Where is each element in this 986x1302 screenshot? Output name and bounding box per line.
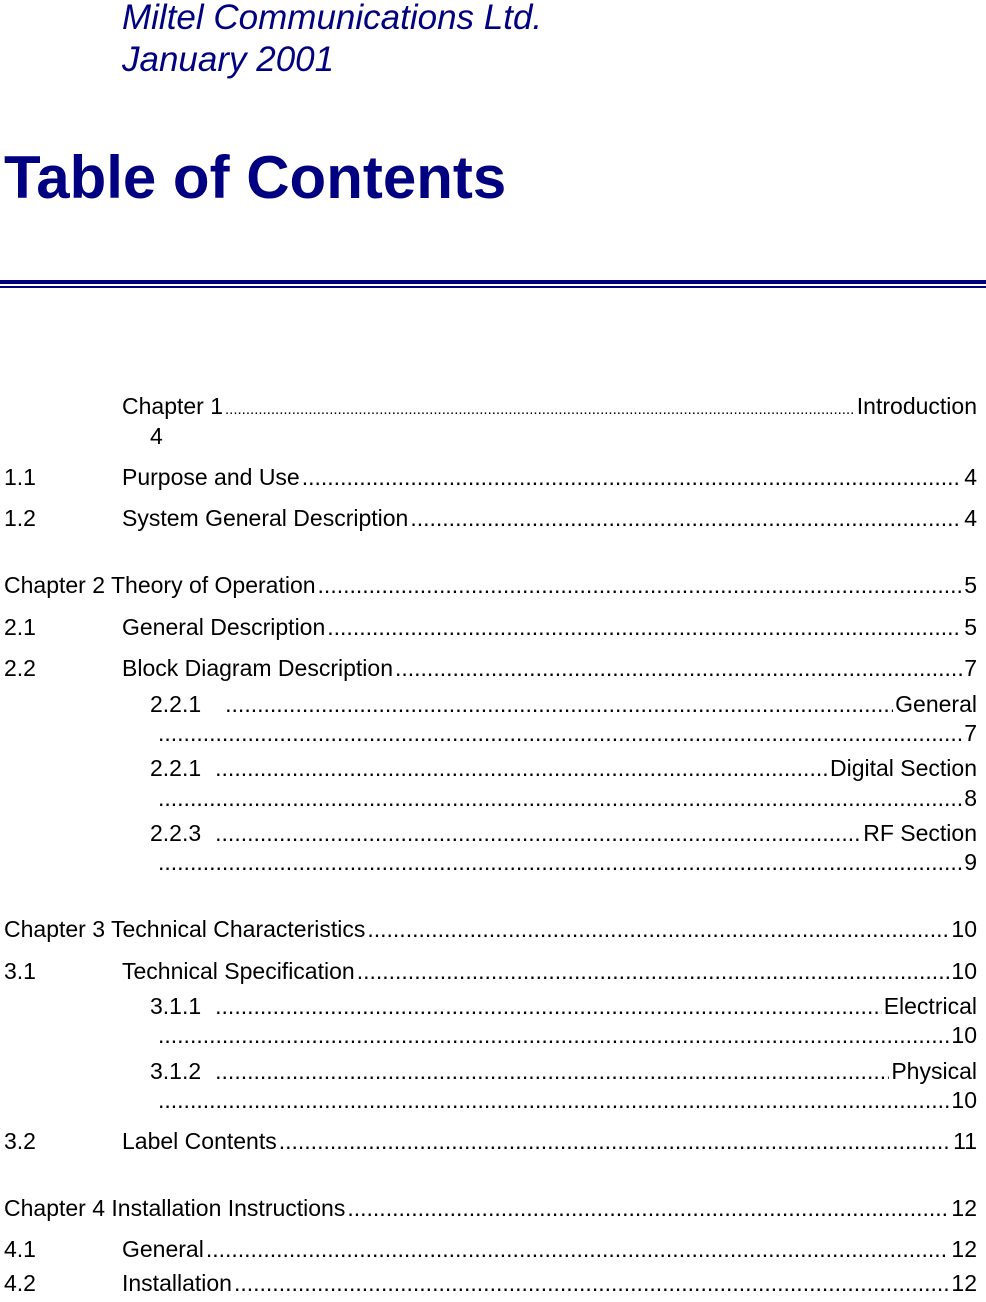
toc-section-number: 2.2 xyxy=(4,657,36,681)
toc-page-number: 7 xyxy=(964,722,977,746)
toc-page-number: 12 xyxy=(951,1238,977,1262)
toc-entry-chapter-2[interactable] xyxy=(4,574,977,602)
toc-section-number: 2.2.1 xyxy=(150,693,202,717)
toc-leader xyxy=(215,757,828,780)
toc-entry-2-2-1-general[interactable] xyxy=(150,693,977,721)
toc-entry-chapter-1[interactable] xyxy=(122,395,977,423)
toc-page-number: 8 xyxy=(964,787,977,811)
toc-entry-title: Introduction xyxy=(856,395,977,419)
toc-section-number: 2.2.3 xyxy=(150,822,202,846)
toc-leader xyxy=(234,1272,949,1295)
toc-entry-4-1[interactable] xyxy=(4,1238,977,1266)
toc-leader xyxy=(158,722,962,745)
toc-leader xyxy=(279,1130,951,1153)
toc-leader xyxy=(318,574,963,597)
page-title: Table of Contents xyxy=(4,144,507,211)
toc-leader xyxy=(158,1089,949,1112)
toc-leader xyxy=(395,657,962,680)
toc-section-number: 3.1.1 xyxy=(150,995,202,1019)
toc-section-number: 1.1 xyxy=(4,466,36,490)
toc-chapter-label: Chapter 2 Theory of Operation xyxy=(4,574,316,598)
toc-section-number: 4.2 xyxy=(4,1272,36,1296)
toc-page-number: 10 xyxy=(951,1089,977,1113)
toc-section-number: 3.1.2 xyxy=(150,1060,202,1084)
toc-entry-2-2-1-digital-page xyxy=(158,787,977,815)
toc-leader xyxy=(225,402,855,417)
toc-section-number: 2.1 xyxy=(4,616,36,640)
toc-entry-title: Installation xyxy=(122,1272,232,1296)
toc-entry-2-1[interactable] xyxy=(4,616,977,644)
title-rule-thick xyxy=(0,280,986,284)
toc-leader xyxy=(206,1238,950,1261)
toc-entry-3-2[interactable] xyxy=(4,1130,977,1158)
toc-entry-3-1-2-page xyxy=(158,1089,977,1117)
toc-leader xyxy=(158,787,962,810)
toc-entry-title: Technical Specification xyxy=(122,960,355,984)
toc-leader xyxy=(215,822,861,845)
toc-entry-title: Digital Section xyxy=(829,757,977,781)
toc-chapter-label: Chapter 3 Technical Characteristics xyxy=(4,918,366,942)
document-date: January 2001 xyxy=(122,40,335,79)
toc-page-number: 7 xyxy=(964,657,977,681)
toc-entry-2-2[interactable] xyxy=(4,657,977,685)
toc-entry-2-2-3[interactable] xyxy=(150,822,977,850)
toc-leader xyxy=(367,918,949,941)
toc-chapter-label: Chapter 1 xyxy=(122,395,224,419)
toc-entry-title: General Description xyxy=(122,616,326,640)
toc-page-number: 4 xyxy=(964,507,977,531)
toc-page-number: 12 xyxy=(951,1272,977,1296)
toc-leader xyxy=(158,851,962,874)
toc-entry-3-1[interactable] xyxy=(4,960,977,988)
toc-page-number: 10 xyxy=(951,918,977,942)
toc-entry-chapter-4[interactable] xyxy=(4,1197,977,1225)
toc-entry-title: Block Diagram Description xyxy=(122,657,393,681)
toc-entry-title: Label Contents xyxy=(122,1130,277,1154)
toc-page-number: 9 xyxy=(964,851,977,875)
toc-entry-3-1-2[interactable] xyxy=(150,1060,977,1088)
toc-page-number: 4 xyxy=(150,423,163,449)
toc-entry-title: General xyxy=(895,693,977,717)
toc-leader xyxy=(158,1024,949,1047)
toc-entry-title: Purpose and Use xyxy=(122,466,300,490)
toc-leader xyxy=(215,995,882,1018)
toc-leader xyxy=(327,616,962,639)
toc-leader xyxy=(410,507,962,530)
toc-section-number: 1.2 xyxy=(4,507,36,531)
title-rule-thin xyxy=(0,286,986,288)
toc-page-number: 10 xyxy=(951,960,977,984)
toc-page-number: 5 xyxy=(964,616,977,640)
toc-page-number: 10 xyxy=(951,1024,977,1048)
toc-entry-title: Physical xyxy=(891,1060,977,1084)
toc-entry-3-1-1-page xyxy=(158,1024,977,1052)
toc-entry-2-2-3-page xyxy=(158,851,977,879)
toc-leader xyxy=(225,693,893,716)
toc-entry-chapter-3[interactable] xyxy=(4,918,977,946)
toc-entry-title: Electrical xyxy=(883,995,977,1019)
toc-leader xyxy=(347,1197,949,1220)
toc-page-number: 11 xyxy=(953,1130,977,1154)
toc-entry-4-2[interactable] xyxy=(4,1272,977,1300)
toc-section-number: 3.1 xyxy=(4,960,36,984)
toc-entry-title: General xyxy=(122,1238,204,1262)
toc-entry-2-2-1-digital[interactable] xyxy=(150,757,977,785)
company-name: Miltel Communications Ltd. xyxy=(122,0,543,37)
toc-section-number: 3.2 xyxy=(4,1130,36,1154)
toc-entry-1-1[interactable] xyxy=(4,466,977,494)
toc-leader xyxy=(215,1060,889,1083)
toc-section-number: 4.1 xyxy=(4,1238,36,1262)
toc-entry-2-2-1-general-page xyxy=(158,722,977,750)
toc-page-number: 4 xyxy=(964,466,977,490)
toc-entry-title: RF Section xyxy=(863,822,977,846)
toc-page-number: 12 xyxy=(951,1197,977,1221)
toc-page-number: 5 xyxy=(964,574,977,598)
toc-leader xyxy=(302,466,962,489)
toc-entry-title: System General Description xyxy=(122,507,409,531)
toc-entry-3-1-1[interactable] xyxy=(150,995,977,1023)
toc-section-number: 2.2.1 xyxy=(150,757,202,781)
toc-chapter-label: Chapter 4 Installation Instructions xyxy=(4,1197,346,1221)
toc-entry-1-2[interactable] xyxy=(4,507,977,535)
toc-leader xyxy=(357,960,950,983)
